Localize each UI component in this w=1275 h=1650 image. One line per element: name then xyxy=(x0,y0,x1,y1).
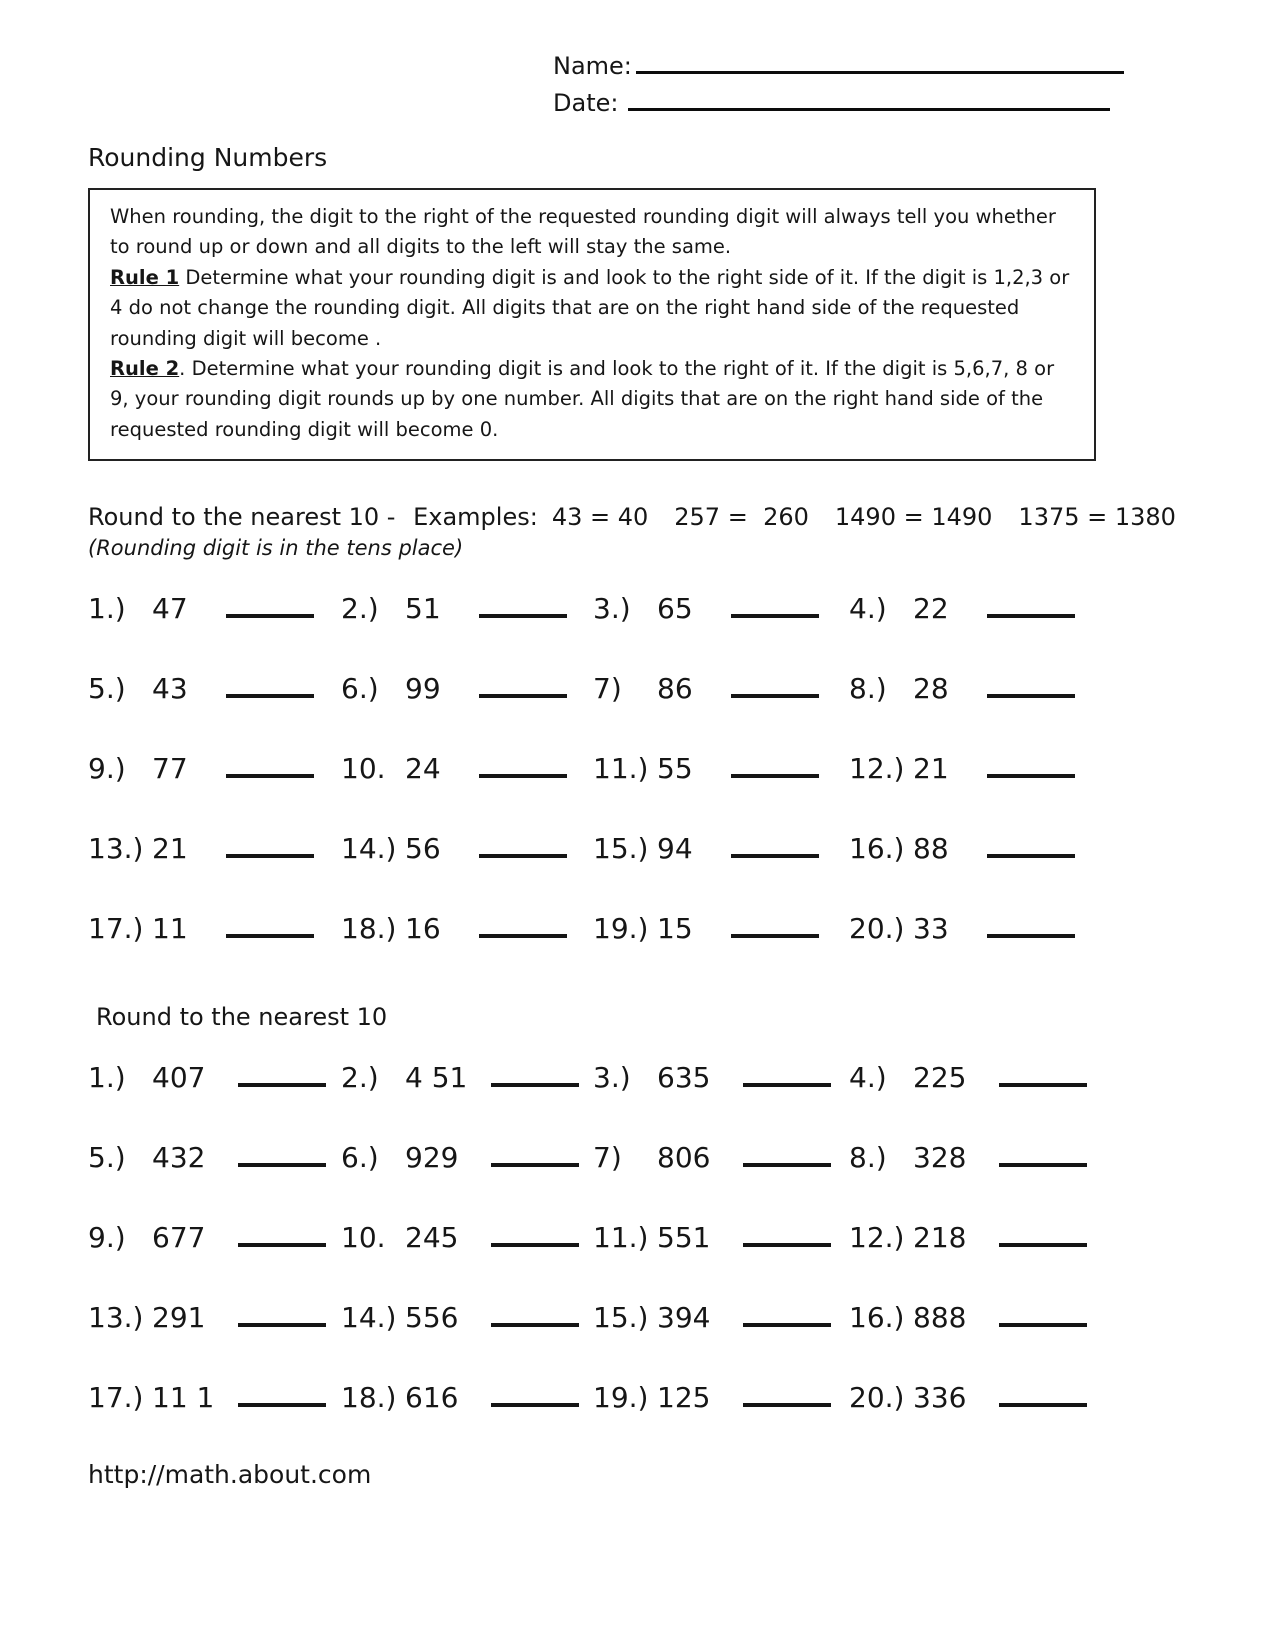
page-title: Rounding Numbers xyxy=(88,143,328,172)
answer-blank xyxy=(987,614,1075,618)
problem-value: 432 xyxy=(152,1141,206,1175)
answer-blank xyxy=(491,1083,579,1087)
problem-value: 635 xyxy=(657,1061,711,1095)
problem-number: 4.) xyxy=(849,592,887,626)
problem-item xyxy=(593,1381,849,1414)
problem-number: 9.) xyxy=(88,752,126,786)
problem-item xyxy=(849,912,1197,945)
problem-item xyxy=(849,1381,1197,1414)
problem-number: 17.) xyxy=(88,1381,144,1415)
problem-number: 6.) xyxy=(341,1141,379,1175)
example-4: 1375 = 1380 xyxy=(1018,503,1176,532)
answer-blank xyxy=(226,934,314,938)
problem-value: 125 xyxy=(657,1381,711,1415)
section1-heading xyxy=(88,503,1197,531)
answer-blank xyxy=(238,1403,326,1407)
rule-1-label: Rule 1 xyxy=(110,265,180,289)
problem-item xyxy=(88,1301,341,1334)
problem-number: 18.) xyxy=(341,1381,397,1415)
problem-number: 3.) xyxy=(593,1061,631,1095)
problem-number: 16.) xyxy=(849,1301,905,1335)
problem-item xyxy=(593,1221,849,1254)
problem-item xyxy=(341,1301,593,1334)
problem-number: 10. xyxy=(341,1221,386,1255)
problem-number: 11.) xyxy=(593,1221,649,1255)
problem-number: 5.) xyxy=(88,672,126,706)
answer-blank xyxy=(479,614,567,618)
name-row xyxy=(553,52,1197,80)
problem-number: 14.) xyxy=(341,832,397,866)
answer-blank xyxy=(743,1323,831,1327)
answer-blank xyxy=(987,934,1075,938)
problem-value: 21 xyxy=(913,752,949,786)
problem-number: 1.) xyxy=(88,1061,126,1095)
section2-heading: Round to the nearest 10 xyxy=(96,1003,388,1032)
answer-blank xyxy=(491,1323,579,1327)
problem-number: 6.) xyxy=(341,672,379,706)
example-3: 1490 = 1490 xyxy=(834,503,993,532)
problem-value: 888 xyxy=(913,1301,967,1335)
answer-blank xyxy=(226,854,314,858)
problem-number: 9.) xyxy=(88,1221,126,1255)
problem-item xyxy=(88,1141,341,1174)
problem-item xyxy=(341,752,593,785)
problem-number: 20.) xyxy=(849,912,905,946)
problem-value: 4 51 xyxy=(405,1061,468,1095)
answer-blank xyxy=(479,694,567,698)
answer-blank xyxy=(987,774,1075,778)
problem-value: 86 xyxy=(657,672,693,706)
problem-value: 218 xyxy=(913,1221,967,1255)
problem-item xyxy=(849,1301,1197,1334)
problem-number: 10. xyxy=(341,752,386,786)
problem-value: 16 xyxy=(405,912,441,946)
problem-value: 556 xyxy=(405,1301,459,1335)
rules-box xyxy=(88,188,1096,461)
section1-note: (Rounding digit is in the tens place) xyxy=(88,536,464,561)
problem-item xyxy=(849,752,1197,785)
problem-number: 15.) xyxy=(593,832,649,866)
problem-value: 245 xyxy=(405,1221,459,1255)
problem-number: 13.) xyxy=(88,832,144,866)
problem-item xyxy=(341,1381,593,1414)
problem-item xyxy=(849,1221,1197,1254)
problem-number: 7) xyxy=(593,1141,622,1175)
answer-blank xyxy=(999,1323,1087,1327)
rule-2-label: Rule 2 xyxy=(110,357,180,381)
problem-item xyxy=(593,912,849,945)
problem-value: 616 xyxy=(405,1381,459,1415)
problem-number: 8.) xyxy=(849,1141,887,1175)
problem-value: 929 xyxy=(405,1141,459,1175)
answer-blank xyxy=(999,1403,1087,1407)
section2-problems xyxy=(88,1061,1197,1414)
answer-blank xyxy=(743,1403,831,1407)
problem-value: 77 xyxy=(152,752,188,786)
problem-item xyxy=(593,752,849,785)
answer-blank xyxy=(731,934,819,938)
problem-item xyxy=(88,592,341,625)
date-blank-line xyxy=(628,108,1110,111)
answer-blank xyxy=(987,694,1075,698)
problem-value: 551 xyxy=(657,1221,711,1255)
answer-blank xyxy=(238,1163,326,1167)
answer-blank xyxy=(226,694,314,698)
problem-item xyxy=(593,832,849,865)
problem-value: 88 xyxy=(913,832,949,866)
problem-item xyxy=(341,1141,593,1174)
problem-number: 13.) xyxy=(88,1301,144,1335)
problem-number: 8.) xyxy=(849,672,887,706)
problem-item xyxy=(341,592,593,625)
problem-value: 22 xyxy=(913,592,949,626)
problem-item xyxy=(593,1141,849,1174)
problem-number: 4.) xyxy=(849,1061,887,1095)
answer-blank xyxy=(238,1323,326,1327)
rule-2 xyxy=(110,354,1074,445)
answer-blank xyxy=(743,1083,831,1087)
answer-blank xyxy=(731,774,819,778)
answer-blank xyxy=(731,694,819,698)
problem-item xyxy=(341,832,593,865)
example-2: 257 = 260 xyxy=(674,503,809,532)
problem-value: 28 xyxy=(913,672,949,706)
problem-number: 1.) xyxy=(88,592,126,626)
problem-item xyxy=(849,832,1197,865)
problem-value: 55 xyxy=(657,752,693,786)
problem-item xyxy=(88,832,341,865)
answer-blank xyxy=(479,774,567,778)
problem-value: 21 xyxy=(152,832,188,866)
answer-blank xyxy=(479,854,567,858)
problem-number: 18.) xyxy=(341,912,397,946)
problem-number: 12.) xyxy=(849,1221,905,1255)
problem-number: 20.) xyxy=(849,1381,905,1415)
problem-item xyxy=(341,1061,593,1094)
answer-blank xyxy=(491,1243,579,1247)
problem-value: 56 xyxy=(405,832,441,866)
problem-item xyxy=(341,912,593,945)
problem-item xyxy=(849,1141,1197,1174)
problem-item xyxy=(849,592,1197,625)
problem-value: 806 xyxy=(657,1141,711,1175)
answer-blank xyxy=(999,1163,1087,1167)
rule-2-text: . Determine what your rounding digit is and look to the right of it. If the digit is 5,6,7, 8 or 9, your rounding digit rounds up by one number. All digits that are on the right hand side of the requested rounding digit will become 0. xyxy=(110,357,1055,441)
answer-blank xyxy=(731,854,819,858)
problem-item xyxy=(88,1381,341,1414)
problem-item xyxy=(849,1061,1197,1094)
rules-intro: When rounding, the digit to the right of the requested rounding digit will always tell you whether to round up or down and all digits to the left will stay the same. xyxy=(110,205,1056,259)
date-label: Date: xyxy=(553,89,619,117)
answer-blank xyxy=(491,1163,579,1167)
problem-value: 11 1 xyxy=(152,1381,215,1415)
answer-blank xyxy=(479,934,567,938)
problem-value: 43 xyxy=(152,672,188,706)
problem-item xyxy=(88,752,341,785)
examples-label: Examples: xyxy=(413,503,538,532)
problem-item xyxy=(593,1301,849,1334)
problem-item xyxy=(593,1061,849,1094)
answer-blank xyxy=(987,854,1075,858)
answer-blank xyxy=(743,1163,831,1167)
name-label: Name: xyxy=(553,52,632,80)
problem-value: 99 xyxy=(405,672,441,706)
problem-item xyxy=(88,672,341,705)
problem-number: 2.) xyxy=(341,1061,379,1095)
problem-value: 94 xyxy=(657,832,693,866)
problem-value: 24 xyxy=(405,752,441,786)
answer-blank xyxy=(743,1243,831,1247)
answer-blank xyxy=(238,1083,326,1087)
problem-value: 33 xyxy=(913,912,949,946)
answer-blank xyxy=(226,614,314,618)
rule-1-text: Determine what your rounding digit is and look to the right side of it. If the digit is 1,2,3 or 4 do not change the rounding digit. All digits that are on the right hand side of the requested rounding digit will become . xyxy=(110,265,1070,350)
problem-number: 14.) xyxy=(341,1301,397,1335)
problem-value: 47 xyxy=(152,592,188,626)
problem-item xyxy=(341,672,593,705)
problem-number: 19.) xyxy=(593,912,649,946)
problem-number: 15.) xyxy=(593,1301,649,1335)
answer-blank xyxy=(491,1403,579,1407)
problem-number: 12.) xyxy=(849,752,905,786)
problem-number: 11.) xyxy=(593,752,649,786)
answer-blank xyxy=(999,1243,1087,1247)
problem-number: 5.) xyxy=(88,1141,126,1175)
date-row xyxy=(553,89,1197,117)
problem-number: 2.) xyxy=(341,592,379,626)
answer-blank xyxy=(226,774,314,778)
answer-blank xyxy=(238,1243,326,1247)
problem-value: 407 xyxy=(152,1061,206,1095)
problem-value: 394 xyxy=(657,1301,711,1335)
source-url: http://math.about.com xyxy=(88,1460,372,1490)
problem-value: 677 xyxy=(152,1221,206,1255)
rule-1 xyxy=(110,263,1074,354)
problem-item xyxy=(593,672,849,705)
problem-item xyxy=(341,1221,593,1254)
problem-value: 65 xyxy=(657,592,693,626)
problem-number: 17.) xyxy=(88,912,144,946)
problem-value: 225 xyxy=(913,1061,967,1095)
problem-number: 16.) xyxy=(849,832,905,866)
problem-number: 19.) xyxy=(593,1381,649,1415)
header-block xyxy=(553,52,1197,117)
section1-problems xyxy=(88,592,1197,945)
problem-item xyxy=(849,672,1197,705)
problem-item xyxy=(88,912,341,945)
problem-item xyxy=(88,1221,341,1254)
problem-number: 7) xyxy=(593,672,622,706)
problem-item xyxy=(593,592,849,625)
problem-value: 11 xyxy=(152,912,188,946)
answer-blank xyxy=(731,614,819,618)
problem-number: 3.) xyxy=(593,592,631,626)
problem-value: 336 xyxy=(913,1381,967,1415)
problem-value: 328 xyxy=(913,1141,967,1175)
example-1: 43 = 40 xyxy=(551,503,649,532)
problem-value: 15 xyxy=(657,912,693,946)
problem-value: 51 xyxy=(405,592,441,626)
section1-heading-text: Round to the nearest 10 - xyxy=(88,503,404,532)
problem-item xyxy=(88,1061,341,1094)
answer-blank xyxy=(999,1083,1087,1087)
name-blank-line xyxy=(636,71,1124,74)
problem-value: 291 xyxy=(152,1301,206,1335)
